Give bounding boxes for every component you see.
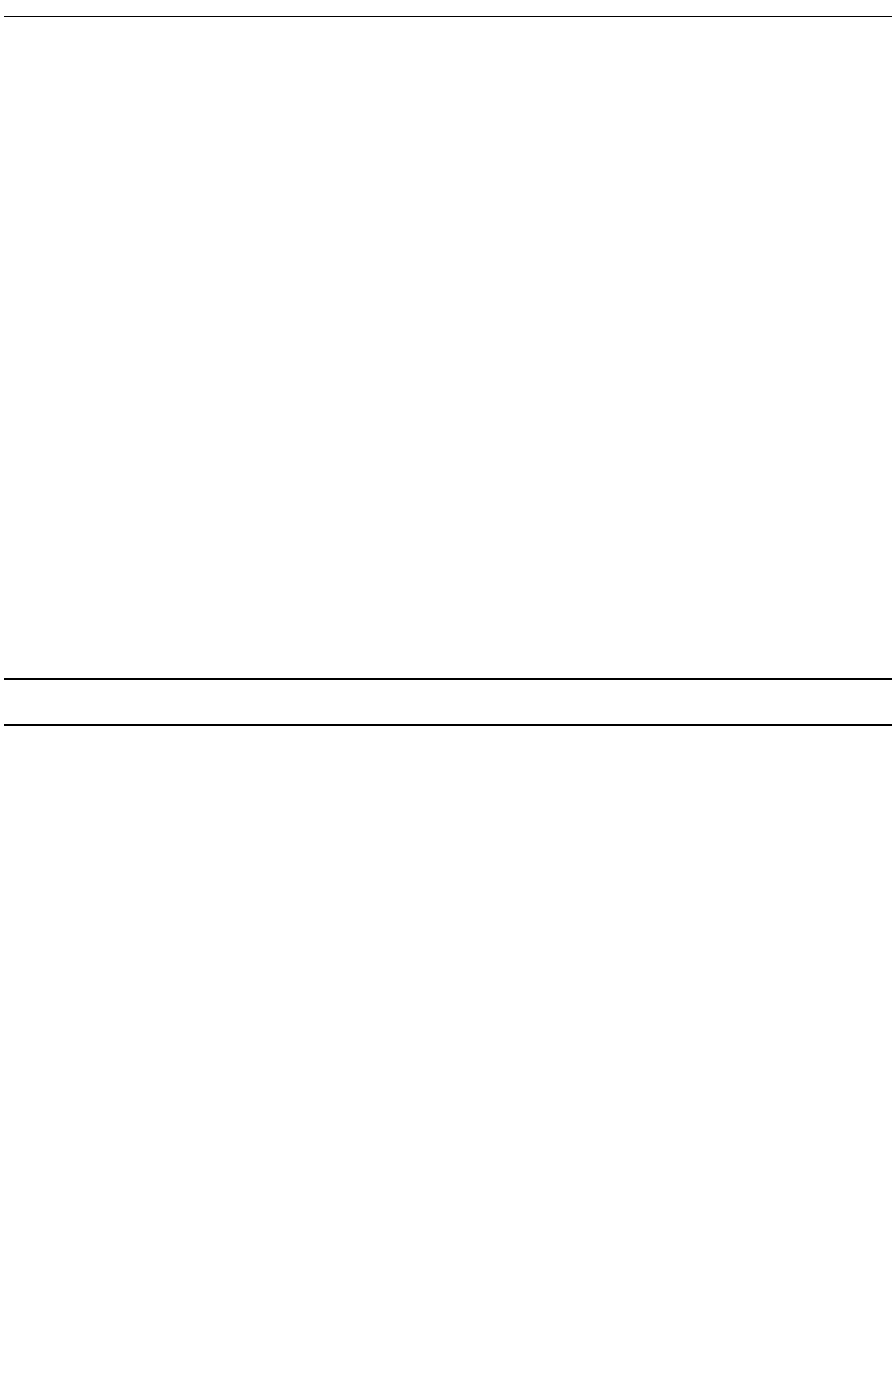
home-service-guide-banner: [4, 678, 892, 726]
service-guide-section: [4, 726, 892, 1382]
masthead: [4, 2, 892, 17]
help-wanted-section: [4, 20, 892, 672]
